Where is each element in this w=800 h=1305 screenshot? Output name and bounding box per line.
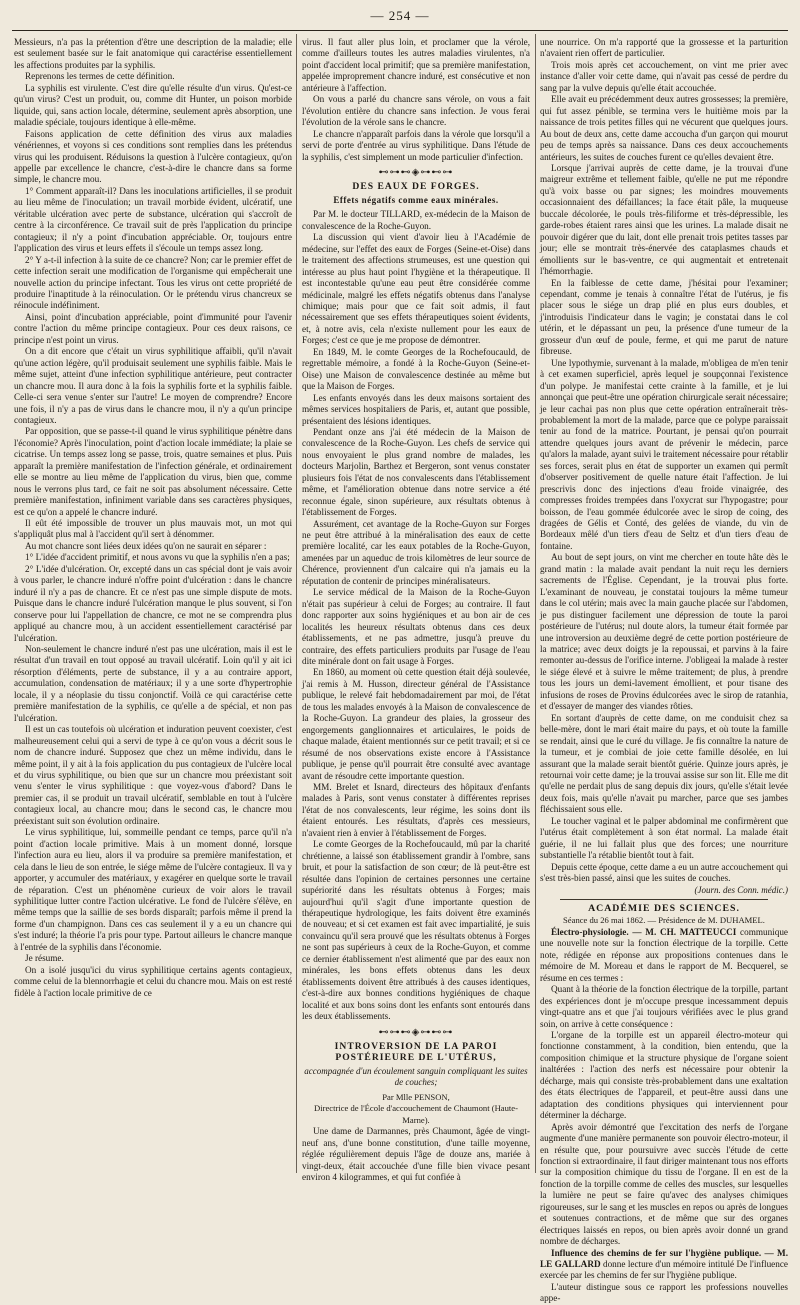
paragraph: Le chancre n'apparaît parfois dans la vérole que lorsqu'il a servi de porte d'entrée au virus syphilitique. Dans l'étude de la syphilis, c'est simplement un mode particulier d'infection. <box>302 128 530 162</box>
paragraph: Le service médical de la Maison de la Roche-Guyon n'était pas supérieur à celui de Forges; au contraire. Il faut donc rapporter aux soins hygiéniques et au bon air de ces localités les heureux résultats obtenus dans ces deux établissements, et ne pas admettre, jusqu'à preuve du contraire, des effets particuliers produits par l'usage de l'eau dite minérale dont on fait usage à Forges. <box>302 587 530 667</box>
paragraph: La discussion qui vient d'avoir lieu à l'Académie de médecine, sur l'effet des eaux de Forges (Seine-et-Oise) dans le traitement des affections strumeuses, est une question qui intéresse au plus haut point l'hygiène et la thérapeutique. Il est incontestable qu'une eau peut être considérée comme médicinale, malgré les effets négatifs obtenus dans l'analyse chimique; mais pour que ce fait soit admis, il faut nécessairement que ses effets thérapeutiques soient évidents, et, à notre avis, cela n'existe nullement pour les eaux de Forges; c'est ce que je me propose de démontrer. <box>302 232 530 346</box>
paragraph: On a isolé jusqu'ici du virus syphilitique certains agents contagieux, comme celui de la blennorrhagie et celui du chancre mou. Mais on est resté fidèle à l'action locale primitive de ce <box>14 964 292 998</box>
paragraph: 1° L'idée d'accident primitif, et nous avons vu que la syphilis n'en a pas; <box>25 552 290 563</box>
paragraph-text: communique une nouvelle note sur la fonction électrique de la torpille. Cette note, rédigée en réponse aux propositions contenues dans le mémoire de M. Moreau et dans le rapport de M. Becquerel, se résume en ces termes : <box>540 926 788 983</box>
paragraph: 1° Comment apparaît-il? Dans les inoculations artificielles, il se produit au lieu même de l'inoculation; un travail morbide évident, ulcératif, une véritable ulcération avec perte de substance, ulcération qui s'accroît de centre à la circonférence. Ce travail suit de près l'application du principe contagieux; il n'y a point d'incubation appréciable. Or, toujours entre l'application des virus et leurs effets il s'écoule un temps assez long. <box>14 185 292 254</box>
paragraph: Je résume. <box>25 953 64 964</box>
byline: Par Mlle PENSON, <box>382 1091 450 1102</box>
paragraph: Il est un cas toutefois où ulcération et induration peuvent coexister, c'est malheureusement celui qui a servi de type à ce qu'on vous a décrit sous le nom de chancre induré. Supposez que chez un même individu, dans le même point, il y ait à la fois application du pus contagieux de l'ulcère local et du virus syphilitique, ou bien que sur un chancre mou préexistant soit venu s'enter le virus syphilitique : que voyez-vous d'abord? Dans le premier cas, il se produit un travail ulcératif, semblable en tout à l'ulcère contagieux local, au chancre mou; dans le second cas, le chancre mou préexistant suit son évolution ordinaire. <box>14 724 292 826</box>
paragraph: virus. Il faut aller plus loin, et proclamer que la vérole, comme d'ailleurs toutes les autres maladies virulentes, n'a point d'accident local primitif; que sa première manifestation, appelée improprement chancre induré, est consécutive et non antérieure à l'affection. <box>302 37 530 93</box>
paragraph: En sortant d'auprès de cette dame, on me conduisit chez sa belle-mère, dont le mari était maire du pays, et où toute la famille se rendait, ainsi que le curé du village. Je fis connaître la nature de la tumeur, et je combiai de joie cette famille désolée, en lui assurant que la malade serait bientôt guérie. Quinze jours après, je retournai voir cette dame; je la trouvai assise sur son lit. Elle me dit qu'elle ne perdait plus de sang depuis dix jours, qu'elle s'était levée deux fois, mais qu'elle n'avait pu marcher, parce que ses jambes fléchissaient sous elle. <box>540 712 788 815</box>
paragraph: 2° L'idée d'ulcération. Or, excepté dans un cas spécial dont je vais avoir à vous parler, le chancre induré n'offre point d'ulcération : dans le chancre induré il n'y a pas de chancre. Et ce n'est pas une simple dispute de mots. Puisque dans le chancre induré l'ulcération manque le plus souvent, si l'on conserve pour lui l'appellation de chancre, ce mot ne se comprendra plus appliqué au chancre mou, à un accident essentiellement caractérisé par l'ulcération. <box>14 563 292 643</box>
paragraph: 2° Y a-t-il infection à la suite de ce chancre? Non; car le premier effet de cette infection serait une modification de l'organisme qui empêcherait une nouvelle action du principe infectant. Tous les virus ont cette propriété de produire l'inaptitude à la réinoculation. Or le prétendu virus chancreux se réinocule indéfiniment. <box>14 254 292 311</box>
paragraph: Après avoir démontré que l'excitation des nerfs de l'organe augmente d'une manière permanente son pouvoir électro-moteur, il en résulte que, pour poursuivre avec succès l'étude de cette fonction si extraordinaire, il faut diriger maintenant tous nos efforts sur la composition chimique du tissu de l'organe. Il en est de la fonction de la torpille comme de celles des muscles, sur lesquelles la lumière ne peut se faire qu'avec des analyses chimiques rigoureuses, sur le sang et les muscles en repos ou après de longues et soutenues contractions, et de même que sur des organes électriques laissés en repos, ou bien après avoir donné un grand nombre de décharges. <box>540 1121 788 1247</box>
paragraph-text: donne lecture d'un mémoire intitulé De l'influence exercée par les chemins de fer sur l'hygiène publique. <box>540 1259 788 1281</box>
paragraph: Quant à la théorie de la fonction électrique de la torpille, partant des expériences dont je m'occupe presque incessamment depuis vingt-quatre ans et que j'ai toujours vérifiées avec le plus grand soin, on arrive à cette conséquence : <box>540 984 788 1029</box>
paragraph: La syphilis est virulente. C'est dire qu'elle résulte d'un virus. Qu'est-ce qu'un virus? C'est un produit, ou, comme dit Hunter, un poison morbide liquide, qui, sans action locale, détermine, seulement après absorption, une maladie spéciale, toujours identique à elle-même. <box>14 82 292 128</box>
paragraph: Pendant onze ans j'ai été médecin de la Maison de convalescence de la Roche-Guyon. Les chefs de service qui nous envoyaient le plus grand nombre de malades, les docteurs Marjolin, Barthez et Bergeron, sont venus constater plusieurs fois l'état de nos convalescents dans l'établissement même, et l'amélioration obtenue dans notre service a été reconnue égale, sinon supérieure, aux résultats obtenus à l'établissement de Forges. <box>302 426 530 518</box>
session-line: Séance du 26 mai 1862. — Présidence de M. DUHAMEL. <box>563 915 765 926</box>
paragraph: Ainsi, point d'incubation appréciable, point d'immunité pour l'avenir contre l'action du même principe contagieux. Pour ces deux raisons, ce principe n'est point un virus. <box>14 311 292 345</box>
source-citation: (Journ. des Conn. médic.) <box>694 884 788 895</box>
byline-role: Directrice de l'École d'accouchement de Chaumont (Haute-Marne). <box>313 1103 518 1125</box>
run-in-heading: Électro-physiologie. — M. CH. MATTEUCCI <box>551 926 737 937</box>
paragraph: Depuis cette époque, cette dame a eu un autre accouchement qui s'est très-bien passé, ainsi que les suites de couches. <box>540 861 788 884</box>
paragraph: MM. Brelet et Isnard, directeurs des hôpitaux d'enfants malades à Paris, sont venus constater à différentes reprises l'état de nos convalescents, leur régime, les soins dont ils étaient entourés. Les résultats, d'après ces messieurs, n'avaient rien à envier à l'établissement de Forges. <box>302 782 530 838</box>
paragraph: En la faiblesse de cette dame, j'hésitai pour l'examiner; cependant, comme je tenais à connaître l'état de l'utérus, je fis placer sous le siége un drap plié en plus eurs doubles, et j'introduisis l'indicateur dans le vagin; je constatai dans le col utérin, et le dépassant un peu, la présence d'une tumeur de la grosseur d'un œuf de poule, ferme, et qui me parut de nature fibreuse. <box>540 277 788 357</box>
paragraph: En 1860, au moment où cette question était déjà soulevée, j'ai remis à M. Husson, directeur général de l'Assistance publique, le relevé fait hebdomadairement par moi, de l'état de tous les malades envoyés à la Maison de convalescence de la Roche-Guyon. La grandeur des plaies, la grosseur des engorgements ganglionnaires et articulaires, le poids de chaque malade, étaient mentionnés sur ce petit travail; et si ce résumé de nos observations existe encore à l'Assistance publique, je pense qu'il pourrait être consulté avec avantage avant de résoudre cette importante question. <box>302 667 530 781</box>
section-divider <box>560 899 768 900</box>
paragraph: Le virus syphilitique, lui, sommeille pendant ce temps, parce qu'il n'a point d'action locale primitive. Mais à un moment donné, lorsque l'infection aura eu lieu, alors il va produire sa première manifestation, et cela dans le lieu de son entrée, le siége même de l'ulcère contagieux. Il va y apporter, y accumuler des matériaux, y exagérer en quelque sorte le travail de réparation. C'est un phénomène curieux de voir alors le travail syphilitique lutter contre l'action ulcérative. Le fond de l'ulcère s'élève, en même temps que la saillie de ses bords disparaît; parfois même il prend la forme d'un champignon. Dans ces cas seulement il y a eu un chancre qui s'est induré; la théorie l'a pris pour type. Partout ailleurs le chancre manque à l'entrée de la syphilis dans l'économie. <box>14 827 292 952</box>
section-ornament: ⊷⊶⊷◈⊶⊷⊶ <box>378 1026 454 1038</box>
paragraph: Il eût été impossible de trouver un plus mauvais mot, un mot qui s'appliquât plus mal à l'accident qu'il sert à dénommer. <box>14 518 292 540</box>
paragraph: Au mot chancre sont liées deux idées qu'on ne saurait en séparer : <box>25 540 267 551</box>
header-rule <box>12 30 788 31</box>
paragraph: Faisons application de cette définition des virus aux maladies vénériennes, et voyons si ces conditions sont remplies dans les prétendus virus qui les produisent. Réduisons la question à l'ulcère contagieux, qu'on appelle par excellence le chancre, c'est-à-dire le chancre dans sa forme simple, le chancre mou. <box>14 128 292 185</box>
paragraph: Trois mois après cet accouchement, on vint me prier avec instance d'aller voir cette dame, qui n'avait pas cessé de perdre du sang par la vulve depuis qu'elle était accouchée. <box>540 59 788 93</box>
paragraph: En 1849, M. le comte Georges de la Rochefoucauld, de regrettable mémoire, a fondé à la Roche-Guyon (Seine-et-Oise) une Maison de convalescence destinée au même but que la Maison de Forges. <box>302 346 530 392</box>
paragraph: On a dit encore que c'était un virus syphilitique affaibli, qu'il n'avait qu'une action légère, qu'il produisait seulement une syphilis faible. Mais le même sujet, atteint d'une infection syphilitique antérieure, peut contracter un chancre mou. Il aura donc à la fois la syphilis forte et la syphilis faible. Celle-ci sera venue s'enter sur l'autre! Le moyen de comprendre? Encore une fois, il n'y a pas de virus dans le chancre mou, il n'y a qu'un principe contagieux. <box>14 346 292 425</box>
byline: Par M. le docteur TILLARD, ex-médecin de la Maison de convalescence de la Roche-Guyon. <box>302 209 530 231</box>
paragraph: L'organe de la torpille est un appareil électro-moteur qui fonctionne constamment, à la condition, bien entendu, que la composition chimique et la structure physique de l'organe soient inaltérées : l'action des nerfs est nécessaire pour obtenir la décharge, mais qui consiste très-probablement dans une exaltation des états électriques de l'appareil, et peut-être aussi dans une adaptation des conditions physiques qui interviennent pour déterminer la décharge. <box>540 1029 788 1121</box>
paragraph <box>540 1248 788 1282</box>
section-title: INTROVERSION DE LA PAROI POSTÉRIEURE DE L'UTÉRUS, <box>334 1040 498 1064</box>
paragraph <box>540 927 788 984</box>
paragraph: Assurément, cet avantage de la Roche-Guyon sur Forges ne peut être attribué à la minéralisation des eaux de cette première localité, car les eaux potables de la Roche-Guyon, amenées par un aqueduc de trois kilomètres de leur source de Chérence, proviennent d'un calcaire qui n'a jamais eu la réputation de contenir de principes minéralisateurs. <box>302 518 530 586</box>
column-right <box>540 37 788 1304</box>
column-middle <box>302 37 530 1182</box>
paragraph: Elle avait eu précédemment deux autres grossesses; la première, qui fut assez pénible, se termina vers le huitième mois par la naissance de trois petites filles qui ne vécurent que quelques jours. Au bout de deux ans, cette dame accoucha d'un garçon qui mourut peu de temps après sa naissance. Dans ces deux accouchements antérieurs, les suites de couches furent ce qu'elles devaient être. <box>540 94 788 162</box>
paragraph: Reprenons les termes de cette définition. <box>25 71 175 82</box>
paragraph: Une lypothymie, survenant à la malade, m'obligea de m'en tenir à cet examen superficiel, après lequel je soupçonnai l'existence d'un polype. Je manifestai cette crainte à la famille, et je lui annonçai que peut-être une opération chirurgicale serait nécessaire; je leur cachai pas non plus que cette opération entraînerait très-probablement la mort de la malade, parce que ce polype paraissait tenir au fond de la matrice. Pourtant, je pensai qu'on pourrait attendre quelques jours avant de prévenir le médecin, parce qu'alors la malade, ayant suivi le traitement nécessaire pour rétablir ses forces, serait plus en état de supporter un examen qui permît d'observer positivement de quelle nature était l'affection. Je lui prescrivis donc des injections d'eau froide vinaigrée, des compresses froides trempées dans l'oxycrat sur l'hypogastre; pour boisson, de l'eau gommée édulcorée avec le sirop de coing, des dragées de Gélis et Conté, des gelées de viande, du vin de Bordeaux mêlé d'un tiers d'eau de Seltz et d'un tiers d'eau de fontaine. <box>540 357 788 551</box>
column-divider <box>535 34 536 1173</box>
paragraph: Au bout de sept jours, on vint me chercher en toute hâte dès le grand matin : la malade avait pendant la nuit reçu les derniers sacrements de l'Église. Cependant, je la trouvai plus forte. L'examinant de nouveau, je constatai toujours la même tumeur dans le col utérin; mais avec la main gauche placée sur l'abdomen, je pus distinguer facilement une dépression de toute la paroi postérieure de l'utérus; nul doute alors, la tumeur était formée par une introversion au deuxième degré de cette portion postérieure de la matrice; avec deux doigts je la repoussai, et parvins à la faire remonter au-dessus de l'orifice interne. J'obligeai la malade à rester le siége élevé et à suivre le même traitement; de plus, à prendre tous les jours un demi-lavement émollient, et pour tisane des infusions de roses de Provins édulcorées avec le sirop de ratanhia, et d'essayer de manger des viandes rôties. <box>540 552 788 712</box>
section-title: DES EAUX DE FORGES. <box>352 181 480 193</box>
paragraph: une nourrice. On m'a rapporté que la grossesse et la parturition n'avaient rien offert de particulier. <box>540 37 788 59</box>
section-subtitle: accompagnée d'un écoulement sanguin compliquant les suites de couches; <box>304 1065 528 1088</box>
section-ornament: ⊷⊶⊷◈⊶⊷⊶ <box>378 166 454 178</box>
page-number: — 254 — <box>370 8 430 23</box>
column-divider <box>296 34 297 1173</box>
section-subtitle-text: Effets négatifs comme eaux minérales. <box>333 194 499 205</box>
paragraph: Par opposition, que se passe-t-il quand le virus syphilitique pénètre dans l'économie? Après l'inoculation, point d'action locale immédiate; la plaie se cicatrise. Un temps assez long se passe, trois, quatre semaines et plus. Puis apparaît la première manifestation de l'infection générale, et ordinairement elle se montre au lieu même de l'application du virus, bien que, comme nous le verrons plus tard, ce fait ne soit pas absolument nécessaire. Cette première manifestation, infiniment variable dans ses caractères physiques, est ce qu'on a appelé le chancre induré. <box>14 426 292 517</box>
paragraph: Le toucher vaginal et le palper abdominal me confirmèrent que l'utérus était complètement à son état normal. La malade était guérie, il ne lui fallait plus que des forces; une nourriture substantielle l'a rétablie bientôt tout à fait. <box>540 815 788 861</box>
run-in-heading: Influence des chemins de fer sur l'hygiène publique. — M. LE GALLARD <box>540 1247 788 1270</box>
paragraph: Le comte Georges de la Rochefoucauld, mû par la charité chrétienne, a laissé son établissement grandir à l'ombre, sans bruit, et pour la satisfaction de son cœur; de là peut-être est résultée dans l'opinion de certaines personnes une certaine supériorité dans les résultats obtenus à Forges; mais aujourd'hui qu'il s'agit d'une importante question de thérapeutique hydrologique, les faits doivent être examinés de nouveau; et si cet examen est fait avec impartialité, je suis convaincu qu'il sera prouvé que les résultats obtenus à Forges ne sont pas supérieurs à ceux de la Roche-Guyon, et comme ce dernier établissement n'est alimenté que par des eaux non minérales, les bons effets obtenus dans les deux établissements doivent être attribués à des causes identiques, c'est-à-dire aux bonnes conditions hygiéniques de chaque localité et aux bons soins dont les enfants sont entourés dans les deux établissements. <box>302 839 530 1022</box>
paragraph: Les enfants envoyés dans les deux maisons sortaient des mêmes services hospitaliers de Paris, et, autant que possible, présentaient des lésions identiques. <box>302 392 530 426</box>
paragraph: On vous a parlé du chancre sans vérole, on vous a fait l'évolution entière du chancre sans infection. Je vous ferai l'évolution de la vérole sans le chancre. <box>302 94 530 128</box>
paragraph: L'auteur distingue sous ce rapport les professions nouvelles appe- <box>540 1281 788 1304</box>
paragraph: Messieurs, n'a pas la prétention d'être une description de la maladie; elle est seulement basée sur le fait anatomique qui caractérise essentiellement les affections produites par la syphilis. <box>14 37 292 70</box>
paragraph: Une dame de Darmannes, près Chaumont, âgée de vingt-neuf ans, d'une bonne constitution, d'une taille moyenne, réglée régulièrement depuis l'âge de douze ans, mariée à vingt-deux, était accouchée d'une fille bien vivace pesant environ 4 kilogrammes, et qui fut confiée à <box>302 1126 530 1182</box>
paragraph: Lorsque j'arrivai auprès de cette dame, je la trouvai d'une maigreur extrême et tellement faible, qu'elle ne put me répondre qu'à voix basse ou par signes; les moindres mouvements occasionnaient des défaillances; la face était pâle, la muqueuse buccale décolorée, le pouls très-filiforme et très-dépressible, les garde-robes étaient rares ainsi que les urines. La malade disait ne pouvoir digérer que du lait, dont elle prenait trois petites tasses par jour; elle se montrait très-énervée des cataplasmes chauds et émollients sur le bas-ventre, ce qui augmentait et entretenait l'hémorrhagie. <box>540 162 788 277</box>
section-subtitle <box>302 195 530 206</box>
paragraph: Non-seulement le chancre induré n'est pas une ulcération, mais il est le résultat d'un travail en tout opposé au travail ulcératif. Loin qu'il y ait ici résorption d'éléments, perte de substance, il y a au contraire apport, accumulation, condensation de matériaux; il y a une sorte d'hypertrophie locale, il y a néoplasie du tissu conjonctif. Voilà ce qui caractérise cette première manifestation de la syphilis, ce qu'elle a de spécial, et non pas l'ulcération. <box>14 644 292 723</box>
column-left <box>14 37 292 1173</box>
section-title: ACADÉMIE DES SCIENCES. <box>588 902 740 914</box>
